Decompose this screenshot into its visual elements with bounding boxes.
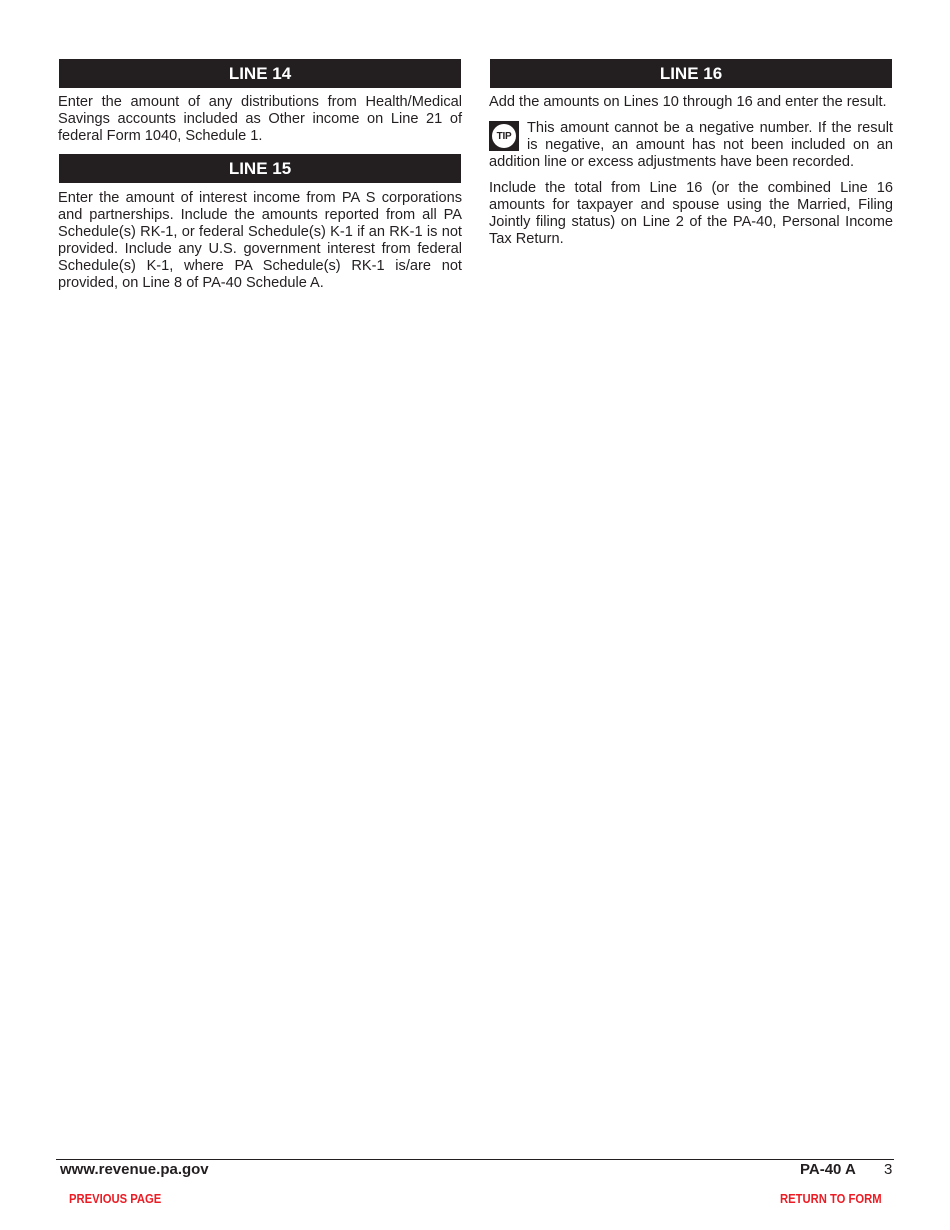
footer-page-number: 3	[884, 1161, 893, 1178]
tip-icon-label: TIP	[496, 130, 512, 142]
tip-note	[489, 120, 893, 171]
line-14-text: Enter the amount of any distributions from Health/Medical Savings accounts included as Other income on Line 21 of federal Form 1040, Schedule 1.	[58, 94, 462, 144]
left-column	[58, 59, 462, 292]
right-column	[489, 59, 893, 248]
line-16-heading: LINE 16	[490, 59, 892, 88]
line-14-heading: LINE 14	[59, 59, 461, 88]
footer-url: www.revenue.pa.gov	[60, 1161, 209, 1178]
footer-form-id: PA-40 A	[800, 1161, 856, 1178]
previous-page-link[interactable]: PREVIOUS PAGE	[69, 1192, 162, 1206]
tip-text: This amount cannot be a negative number. If the result is negative, an amount has not been included on an addition line or excess adjustments have been recorded.	[489, 120, 893, 170]
line-16-include-text: Include the total from Line 16 (or the combined Line 16 amounts for taxpayer and spouse using the Married, Filing Jointly filing status) on Line 2 of the PA-40, Personal Income Tax Return.	[489, 180, 893, 247]
return-to-form-link[interactable]: RETURN TO FORM	[780, 1192, 882, 1206]
line-15-text: Enter the amount of interest income from PA S corporations and partnerships. Include the amounts reported from all PA Schedule(s) RK-1, or federal Schedule(s) K-1 if an RK-1 is not provided. Include any U.S. government interest from federal Schedule(s) K-1, where PA Schedule(s) RK-1 is/are not provided, on Line 8 of PA-40 Schedule A.	[58, 190, 462, 291]
tip-icon	[489, 121, 519, 151]
line-16-text: Add the amounts on Lines 10 through 16 and enter the result.	[489, 94, 887, 110]
line-15-heading: LINE 15	[59, 154, 461, 183]
